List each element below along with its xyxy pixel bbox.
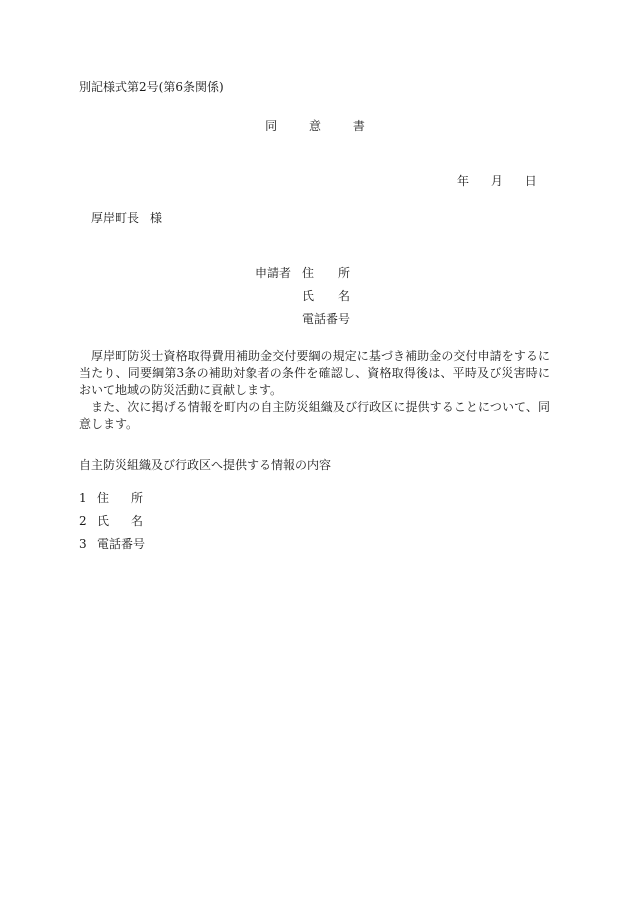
applicant-address-label (302, 266, 350, 280)
list-item-number: 3 (79, 537, 87, 551)
title-char: 同 (265, 119, 278, 133)
consent-body (79, 348, 550, 433)
document-title (0, 119, 630, 133)
applicant-name-label (302, 289, 350, 303)
list-item-label: 所 (131, 491, 144, 505)
addressee-honorific: 様 (150, 211, 163, 225)
applicant-phone-label: 電話番号 (302, 312, 351, 326)
list-item (79, 491, 145, 514)
date-year-label: 年 (457, 174, 470, 188)
body-paragraph: また、次に掲げる情報を町内の自主防災組織及び行政区に提供することについて、同意します。 (79, 400, 550, 431)
name-label-part: 名 (338, 289, 351, 303)
list-item-label: 電話番号 (97, 537, 146, 551)
form-number: 別記様式第2号(第6条関係) (79, 80, 224, 94)
date-day-label: 日 (524, 174, 537, 188)
list-item-number: 1 (79, 491, 87, 505)
addressee (91, 211, 162, 225)
title-char: 書 (352, 119, 365, 133)
list-item (79, 537, 145, 560)
list-item (79, 514, 145, 537)
applicant-label: 申請者 (255, 266, 292, 280)
list-item-label: 氏 (97, 514, 110, 528)
list-item-label: 住 (97, 491, 110, 505)
address-label-part: 住 (302, 266, 315, 280)
title-char: 意 (308, 119, 321, 133)
name-label-part: 氏 (302, 289, 315, 303)
info-list (79, 491, 145, 560)
date-month-label: 月 (490, 174, 503, 188)
section-heading: 自主防災組織及び行政区へ提供する情報の内容 (79, 458, 332, 472)
list-item-number: 2 (79, 514, 87, 528)
body-paragraph: 厚岸町防災士資格取得費用補助金交付要綱の規定に基づき補助金の交付申請をするに当たり、同要綱第3条の補助対象者の条件を確認し、資格取得後は、平時及び災害時において地域の防災活動に貢献します。 (79, 349, 550, 397)
addressee-name: 厚岸町長 (91, 211, 140, 225)
list-item-label: 名 (131, 514, 144, 528)
address-label-part: 所 (338, 266, 351, 280)
date-line (457, 174, 537, 188)
